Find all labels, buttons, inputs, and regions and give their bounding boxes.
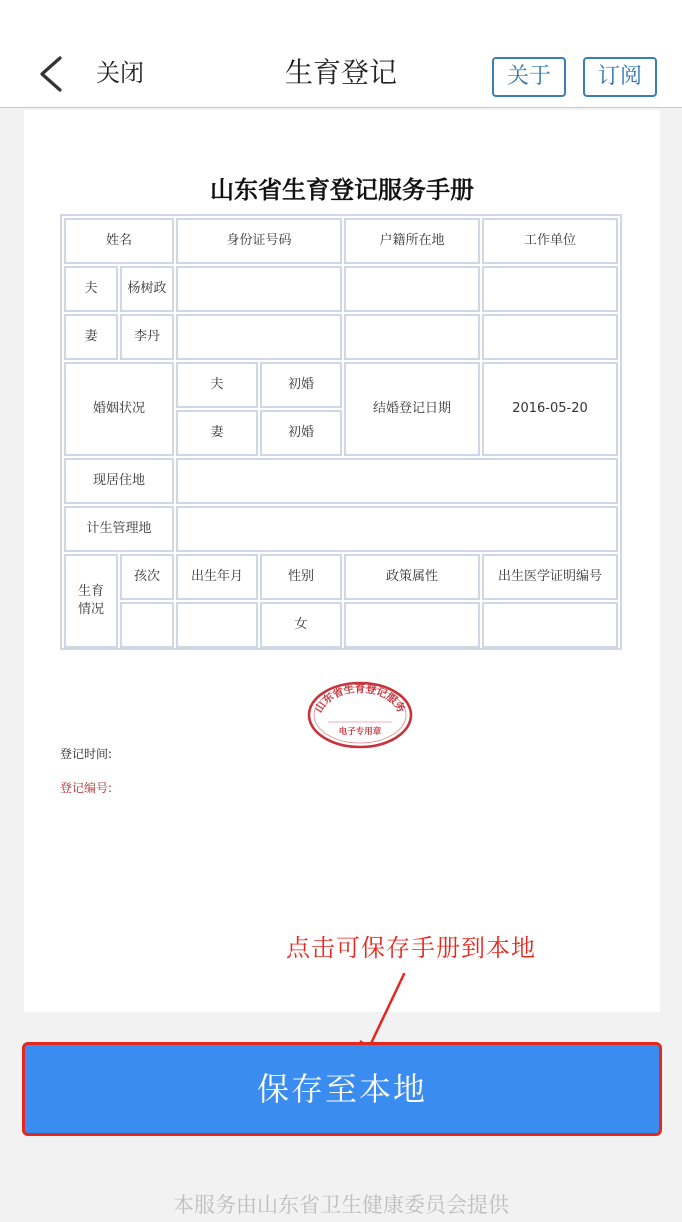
marital-husband-label: 夫 (176, 362, 258, 408)
save-button-highlight (22, 1042, 662, 1136)
birth-gender-value: 女 (260, 602, 342, 648)
husband-household-cell (344, 266, 480, 312)
footer-provider-text: 本服务由山东省卫生健康委员会提供 (173, 1193, 509, 1217)
registration-number-label: 登记编号: (60, 781, 113, 795)
marriage-date-label: 结婚登记日期 (344, 362, 480, 456)
header-name: 姓名 (64, 218, 174, 264)
birth-header-date: 出生年月 (176, 554, 258, 600)
wife-label: 妻 (64, 314, 118, 360)
save-to-local-button[interactable]: 保存至本地 (256, 1070, 427, 1108)
birth-header-certificate: 出生医学证明编号 (482, 554, 618, 600)
birth-certificate-cell (482, 602, 618, 648)
wife-id-cell (176, 314, 342, 360)
document-card (24, 110, 660, 1012)
planning-label: 计生管理地 (64, 506, 174, 552)
residence-value-cell (176, 458, 618, 504)
subscribe-button[interactable]: 订阅 (583, 57, 657, 97)
husband-name: 杨树政 (120, 266, 174, 312)
birth-date-cell (176, 602, 258, 648)
birth-header-gender: 性别 (260, 554, 342, 600)
residence-label: 现居住地 (64, 458, 174, 504)
marital-status-label: 婚姻状况 (64, 362, 174, 456)
header-household: 户籍所在地 (344, 218, 480, 264)
registration-time-label: 登记时间: (60, 747, 113, 761)
wife-household-cell (344, 314, 480, 360)
header-id-number: 身份证号码 (176, 218, 342, 264)
birth-policy-cell (344, 602, 480, 648)
back-chevron-icon[interactable] (36, 54, 66, 94)
about-button[interactable]: 关于 (492, 57, 566, 97)
birth-label: 生育情况 (64, 554, 118, 648)
husband-id-cell (176, 266, 342, 312)
document-title: 山东省生育登记服务手册 (210, 176, 474, 204)
birth-header-policy: 政策属性 (344, 554, 480, 600)
marital-wife-value: 初婚 (260, 410, 342, 456)
app-header (0, 0, 682, 108)
husband-label: 夫 (64, 266, 118, 312)
birth-order-cell (120, 602, 174, 648)
birth-header-order: 孩次 (120, 554, 174, 600)
close-button[interactable]: 关闭 (96, 59, 144, 87)
marriage-date-value: 2016-05-20 (482, 362, 618, 456)
wife-name: 李丹 (120, 314, 174, 360)
marital-wife-label: 妻 (176, 410, 258, 456)
marital-husband-value: 初婚 (260, 362, 342, 408)
page-title: 生育登记 (284, 56, 397, 89)
save-hint-annotation: 点击可保存手册到本地 (286, 934, 536, 962)
registration-table (60, 214, 622, 650)
husband-employer-cell (482, 266, 618, 312)
svg-text:电子专用章: 电子专用章 (338, 727, 382, 737)
planning-value-cell (176, 506, 618, 552)
svg-text:山东省生育登记服务: 山东省生育登记服务 (312, 683, 408, 715)
header-employer: 工作单位 (482, 218, 618, 264)
wife-employer-cell (482, 314, 618, 360)
official-stamp-icon (306, 680, 414, 750)
